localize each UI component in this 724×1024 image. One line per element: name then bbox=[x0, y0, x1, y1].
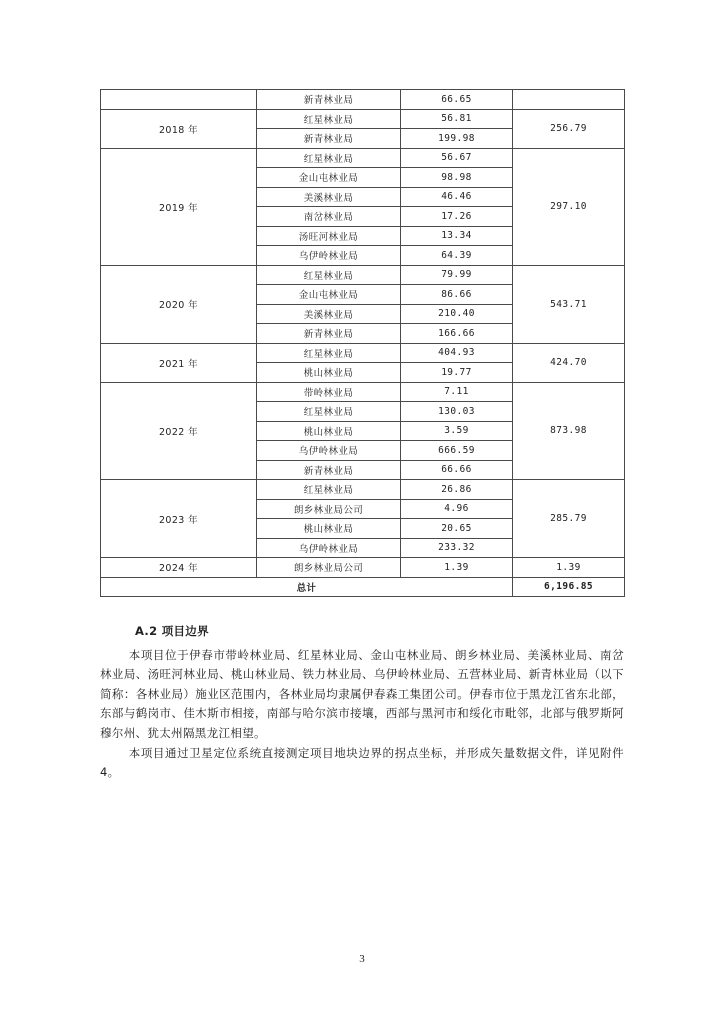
table-row bbox=[101, 265, 625, 285]
area-cell: 166.66 bbox=[401, 324, 513, 344]
subtotal-cell: 285.79 bbox=[513, 480, 625, 558]
area-cell: 17.26 bbox=[401, 207, 513, 227]
subtotal-cell: 543.71 bbox=[513, 265, 625, 343]
area-cell: 199.98 bbox=[401, 129, 513, 149]
paragraph-location: 本项目位于伊春市带岭林业局、红星林业局、金山屯林业局、朗乡林业局、美溪林业局、南岔林业局、汤旺河林业局、桃山林业局、铁力林业局、乌伊岭林业局、五营林业局、新青林业局（以下简称：各林业局）施业区范围内，各林业局均隶属伊春森工集团公司。伊春市位于黑龙江省东北部，东部与鹤岗市、佳木斯市相接，南部与哈尔滨市接壤，西部与黑河市和绥化市毗邻，北部与俄罗斯阿穆尔州、犹太州隔黑龙江相望。 bbox=[100, 647, 624, 740]
bureau-cell: 红星林业局 bbox=[257, 265, 401, 285]
area-cell: 26.86 bbox=[401, 480, 513, 500]
area-cell: 66.66 bbox=[401, 460, 513, 480]
area-cell: 666.59 bbox=[401, 441, 513, 461]
area-cell: 404.93 bbox=[401, 343, 513, 363]
area-cell: 210.40 bbox=[401, 304, 513, 324]
bureau-cell: 桃山林业局 bbox=[257, 421, 401, 441]
area-cell: 56.81 bbox=[401, 109, 513, 129]
year-cell: 2019 年 bbox=[101, 148, 257, 265]
table-row bbox=[101, 558, 625, 578]
area-cell: 66.65 bbox=[401, 90, 513, 110]
bureau-cell: 乌伊岭林业局 bbox=[257, 441, 401, 461]
bureau-cell: 新青林业局 bbox=[257, 90, 401, 110]
subtotal-cell: 873.98 bbox=[513, 382, 625, 480]
area-cell: 4.96 bbox=[401, 499, 513, 519]
bureau-cell: 朗乡林业局公司 bbox=[257, 558, 401, 578]
area-cell: 20.65 bbox=[401, 519, 513, 539]
area-cell: 130.03 bbox=[401, 402, 513, 422]
subtotal-cell bbox=[513, 90, 625, 110]
paragraph-survey: 本项目通过卫星定位系统直接测定项目地块边界的拐点坐标，并形成矢量数据文件，详见附件 4。 bbox=[100, 745, 624, 780]
project-boundary-section bbox=[100, 622, 624, 783]
bureau-cell: 桃山林业局 bbox=[257, 363, 401, 383]
area-cell: 46.46 bbox=[401, 187, 513, 207]
subtotal-cell: 1.39 bbox=[513, 558, 625, 578]
section-heading: A.2 项目边界 bbox=[135, 624, 209, 638]
bureau-cell: 金山屯林业局 bbox=[257, 285, 401, 305]
year-cell bbox=[101, 90, 257, 110]
area-cell: 7.11 bbox=[401, 382, 513, 402]
bureau-cell: 金山屯林业局 bbox=[257, 168, 401, 188]
total-value: 6,196.85 bbox=[513, 577, 625, 597]
area-cell: 64.39 bbox=[401, 246, 513, 266]
table-row bbox=[101, 382, 625, 402]
year-cell: 2024 年 bbox=[101, 558, 257, 578]
subtotal-cell: 256.79 bbox=[513, 109, 625, 148]
year-cell: 2023 年 bbox=[101, 480, 257, 558]
area-cell: 3.59 bbox=[401, 421, 513, 441]
table-row bbox=[101, 148, 625, 168]
bureau-cell: 红星林业局 bbox=[257, 402, 401, 422]
table-row bbox=[101, 90, 625, 110]
total-row bbox=[101, 577, 625, 597]
area-cell: 79.99 bbox=[401, 265, 513, 285]
bureau-cell: 新青林业局 bbox=[257, 460, 401, 480]
bureau-cell: 新青林业局 bbox=[257, 129, 401, 149]
area-cell: 233.32 bbox=[401, 538, 513, 558]
area-cell: 56.67 bbox=[401, 148, 513, 168]
bureau-cell: 乌伊岭林业局 bbox=[257, 538, 401, 558]
bureau-cell: 美溪林业局 bbox=[257, 187, 401, 207]
bureau-cell: 乌伊岭林业局 bbox=[257, 246, 401, 266]
year-cell: 2022 年 bbox=[101, 382, 257, 480]
area-cell: 98.98 bbox=[401, 168, 513, 188]
area-cell: 19.77 bbox=[401, 363, 513, 383]
area-cell: 86.66 bbox=[401, 285, 513, 305]
subtotal-cell: 424.70 bbox=[513, 343, 625, 382]
bureau-cell: 红星林业局 bbox=[257, 109, 401, 129]
page-number: 3 bbox=[359, 953, 365, 965]
table-row bbox=[101, 343, 625, 363]
bureau-cell: 桃山林业局 bbox=[257, 519, 401, 539]
bureau-cell: 朗乡林业局公司 bbox=[257, 499, 401, 519]
forest-area-table bbox=[100, 89, 625, 597]
table-row bbox=[101, 480, 625, 500]
bureau-cell: 红星林业局 bbox=[257, 480, 401, 500]
bureau-cell: 南岔林业局 bbox=[257, 207, 401, 227]
year-cell: 2018 年 bbox=[101, 109, 257, 148]
area-cell: 1.39 bbox=[401, 558, 513, 578]
bureau-cell: 汤旺河林业局 bbox=[257, 226, 401, 246]
total-label: 总计 bbox=[101, 577, 513, 597]
bureau-cell: 带岭林业局 bbox=[257, 382, 401, 402]
table-row bbox=[101, 109, 625, 129]
year-cell: 2020 年 bbox=[101, 265, 257, 343]
bureau-cell: 红星林业局 bbox=[257, 343, 401, 363]
bureau-cell: 美溪林业局 bbox=[257, 304, 401, 324]
bureau-cell: 新青林业局 bbox=[257, 324, 401, 344]
area-cell: 13.34 bbox=[401, 226, 513, 246]
subtotal-cell: 297.10 bbox=[513, 148, 625, 265]
year-cell: 2021 年 bbox=[101, 343, 257, 382]
bureau-cell: 红星林业局 bbox=[257, 148, 401, 168]
